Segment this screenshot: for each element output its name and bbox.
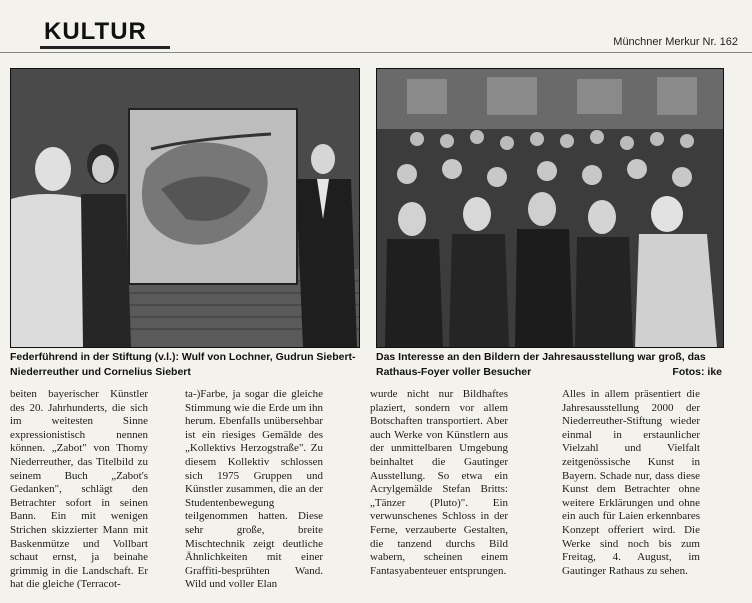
article-paragraph: wurde nicht nur Bildhaftes plaziert, sondern vor allem Botschaften transportiert. Aber auch Werke von Künstlern aus der unmittelbaren Umgebung beinhaltet die Gautinger Ausstellung. So etwa ein Acrylgemälde Stefan Britts: „Tänzer (Pluto)". Ein verwunschenes Schloss in der Ferne, verzauberte Gestalten, die tanzend durchs Bild wabern, scheinen einem Fantasyabenteuer entsprungen. bbox=[370, 388, 508, 577]
photo-foundation-members bbox=[10, 68, 360, 348]
photo-right-caption bbox=[376, 350, 722, 384]
article-column-1 bbox=[10, 388, 148, 592]
article-paragraph: beiten bayerischer Künstler des 20. Jahrhunderts, die sich im weitesten Sinne expressionistisch nennen können. „Zabot" von Thomy Niederreuther, das Titelbild zu seinem Buch „Zabot's Gedanken", schlägt den Betrachter sofort in seinen Bann. Ein mit wenigen Strichen skizzierter Mann mit Baskenmütze und Vollbart schaut ernst, ja beinahe grimmig in die Landschaft. Er hat die gleiche (Terracot- bbox=[10, 388, 148, 591]
article-column-4 bbox=[562, 388, 700, 578]
article-body bbox=[10, 388, 730, 600]
page-header bbox=[0, 0, 752, 56]
issue-label: Münchner Merkur Nr. 162 bbox=[613, 36, 738, 48]
section-title: KULTUR bbox=[44, 18, 147, 45]
photo-credit: Fotos: ike bbox=[672, 366, 722, 378]
article-paragraph: ta-)Farbe, ja sogar die gleiche Stimmung wie die Erde um ihn herum. Ebenfalls unübersehbar ist ein riesiges Gemälde des „Kollektivs Herzogstraße". Zu diesem Kollektiv schlossen sich 1975 Gruppen und Künstler zusammen, die an der Studentenbewegung teilgenommen hatten. Diese sehr große, breite Mischtechnik zeigt deutliche Ähnlichkeiten mit einer Graffiti-besprühten Wand. Wild und voller Elan bbox=[185, 388, 323, 591]
section-underline bbox=[40, 46, 170, 49]
photo-foundation-members-image bbox=[11, 69, 359, 347]
article-paragraph: Alles in allem präsentiert die Jahresausstellung 2000 der Niederreuther-Stiftung wieder einmal in erstaunlicher Vielzahl und Vielfalt zeitgenössische Kunst in Bayern. Schade nur, dass diese Kunst dem Betrachter ohne weitere Erklärungen und ohne ein auch für Laien erkennbares Konzept offeriert wird. Die Werke sind noch bis zum Freitag, 4. August, im Gautinger Rathaus zu sehen. bbox=[562, 388, 700, 577]
photo-right-caption-text: Das Interesse an den Bildern der Jahresausstellung war groß, das Rathaus-Foyer voller Besucher bbox=[376, 351, 706, 378]
article-column-3 bbox=[370, 388, 508, 578]
photo-left-caption: Federführend in der Stiftung (v.l.): Wulf von Lochner, Gudrun Siebert-Niederreuther und Cornelius Siebert bbox=[10, 351, 356, 378]
article-column-2 bbox=[185, 388, 323, 592]
photo-audience bbox=[376, 68, 724, 348]
photo-audience-image bbox=[377, 69, 723, 347]
header-rule bbox=[0, 52, 752, 53]
